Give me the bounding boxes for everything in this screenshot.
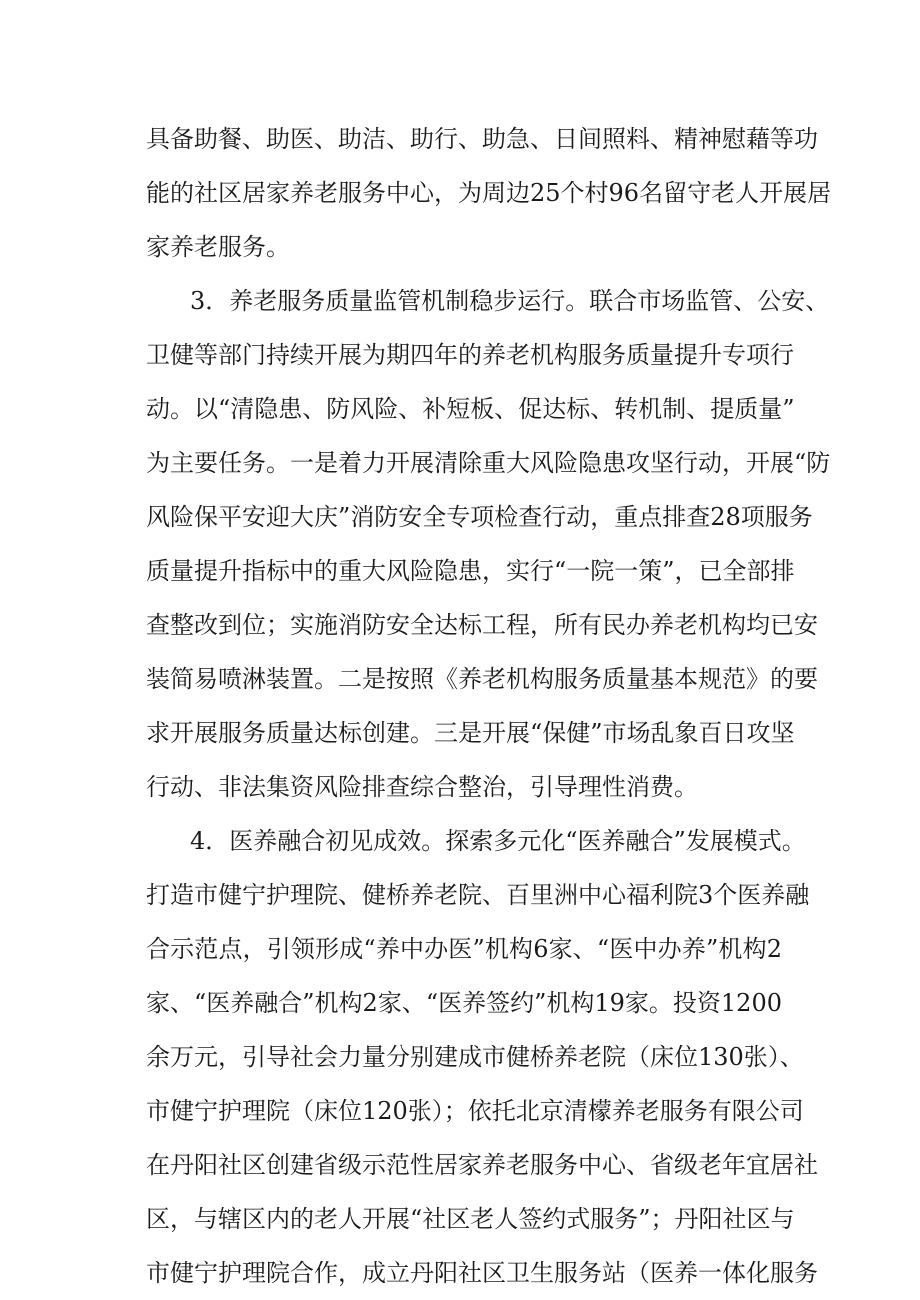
text-line: 市健宁护理院合作，成立丹阳社区卫生服务站（医养一体化服务 — [146, 1259, 818, 1287]
text-line: 家养老服务。 — [146, 233, 290, 261]
text-line: 4．医养融合初见成效。探索多元化“医养融合”发展模式。 — [190, 827, 806, 855]
text-line: 行动、非法集资风险排查综合整治，引导理性消费。 — [146, 773, 698, 801]
text-line: 质量提升指标中的重大风险隐患，实行“一院一策”，已全部排 — [146, 557, 795, 585]
text-line: 具备助餐、助医、助洁、助行、助急、日间照料、精神慰藉等功 — [146, 125, 818, 153]
text-line: 余万元，引导社会力量分别建成市健桥养老院（床位130张）、 — [146, 1043, 804, 1071]
text-line: 为主要任务。一是着力开展清除重大风险隐患攻坚行动，开展“防 — [146, 449, 831, 477]
text-line: 求开展服务质量达标创建。三是开展“保健”市场乱象百日攻坚 — [146, 719, 795, 747]
text-line: 查整改到位；实施消防安全达标工程，所有民办养老机构均已安 — [146, 611, 818, 639]
text-line: 打造市健宁护理院、健桥养老院、百里洲中心福利院3个医养融 — [146, 881, 810, 909]
document-body — [146, 112, 832, 1300]
text-line: 市健宁护理院（床位120张）；依托北京清檬养老服务有限公司 — [146, 1097, 804, 1125]
text-line: 合示范点，引领形成“养中办医”机构6家、“医中办养”机构2 — [146, 935, 782, 963]
text-line: 区，与辖区内的老人开展“社区老人签约式服务”；丹阳社区与 — [146, 1205, 795, 1233]
text-line: 装简易喷淋装置。二是按照《养老机构服务质量基本规范》的要 — [146, 665, 818, 693]
text-line: 家、“医养融合”机构2家、“医养签约”机构19家。投资1200 — [146, 989, 782, 1017]
text-line: 卫健等部门持续开展为期四年的养老机构服务质量提升专项行 — [146, 341, 794, 369]
text-line: 3．养老服务质量监管机制稳步运行。联合市场监管、公安、 — [190, 287, 830, 315]
text-line: 动。以“清隐患、防风险、补短板、促达标、转机制、提质量” — [146, 395, 795, 423]
text-line: 在丹阳社区创建省级示范性居家养老服务中心、省级老年宜居社 — [146, 1151, 818, 1179]
text-line: 能的社区居家养老服务中心，为周边25个村96名留守老人开展居 — [146, 179, 832, 207]
text-line: 风险保平安迎大庆”消防安全专项检查行动，重点排查28项服务 — [146, 503, 813, 531]
